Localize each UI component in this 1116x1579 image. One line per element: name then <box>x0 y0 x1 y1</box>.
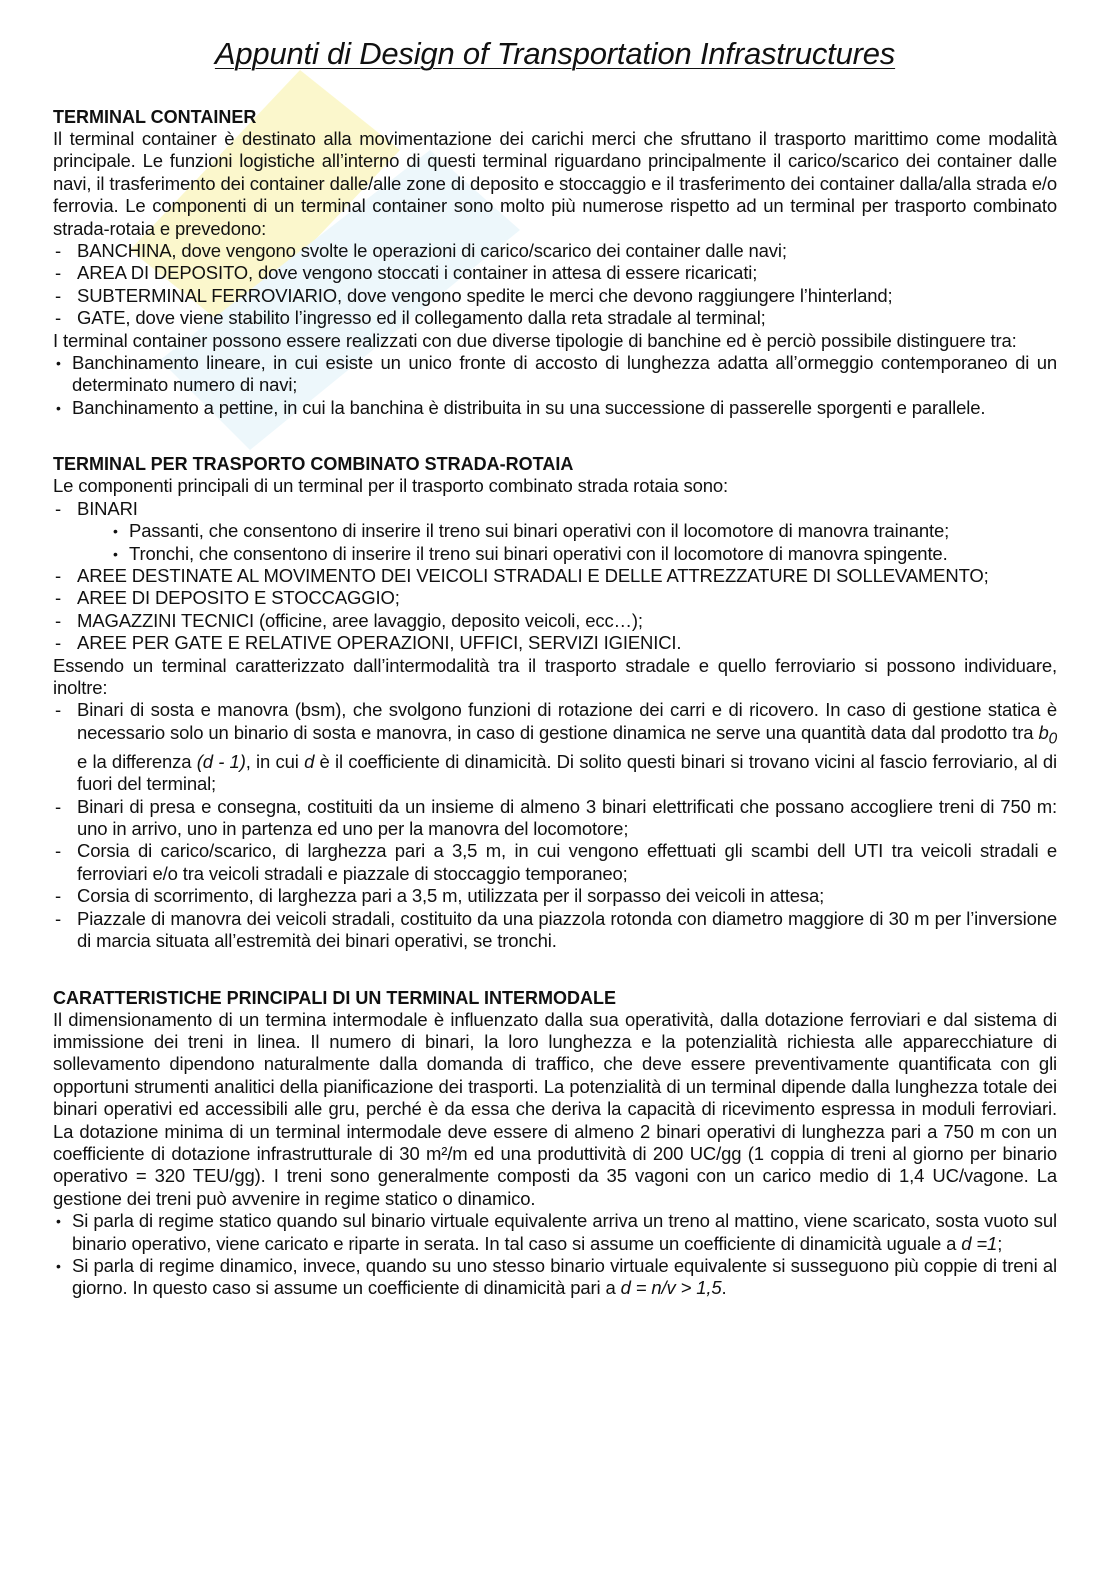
text-span: Binari di sosta e manovra (bsm), che svolgono funzioni di rotazione dei carri e di ricovero. In caso di gestione statica è necessario solo un binario di sosta e manovra, in caso di gestione dinamica ne serve una quantità data dal prodotto tra <box>77 699 1057 743</box>
extras-list <box>53 699 1057 952</box>
list-item-regime-dinamico <box>53 1255 1057 1300</box>
text-span: . <box>721 1277 727 1299</box>
page-title: Appunti di Design of Transportation Infrastructures <box>214 36 896 71</box>
list-item: - AREE DESTINATE AL MOVIMENTO DEI VEICOLI STRADALI E DELLE ATTREZZATURE DI SOLLEVAMENTO; <box>53 565 1057 587</box>
list-item: • Passanti, che consentono di inserire il treno sui binari operativi con il locomotore di manovra trainante; <box>105 520 1057 542</box>
text-span: e la differenza <box>77 750 197 772</box>
regime-list <box>53 1210 1057 1300</box>
list-item-regime-statico <box>53 1210 1057 1255</box>
b0-symbol: b <box>1038 721 1049 743</box>
list-item-binari <box>53 498 1057 565</box>
section-terminal-strada-rotaia <box>53 453 1057 952</box>
list-item: - AREE PER GATE E RELATIVE OPERAZIONI, UFFICI, SERVIZI IGIENICI. <box>53 632 1057 654</box>
section-heading: TERMINAL CONTAINER <box>53 107 257 127</box>
list-item: - AREE DI DEPOSITO E STOCCAGGIO; <box>53 587 1057 609</box>
text-span: , in cui <box>245 750 305 772</box>
paragraph: Le componenti principali di un terminal per il trasporto combinato strada rotaia sono: <box>53 475 729 497</box>
section-heading: TERMINAL PER TRASPORTO COMBINATO STRADA-ROTAIA <box>53 454 574 475</box>
components-list <box>53 498 1057 655</box>
d-symbol: d <box>304 750 315 772</box>
section-terminal-intermodale <box>53 987 1057 1300</box>
list-item: - BANCHINA, dove vengono svolte le operazioni di carico/scarico dei container dalle navi; <box>53 240 1057 262</box>
text-span: è il coefficiente di dinamicità. Di solito questi binari si trovano vicini al fascio ferroviario, al di fuori del terminal; <box>77 750 1058 795</box>
text-span: Si parla di regime statico quando sul binario virtuale equivalente arriva un treno al mattino, viene scaricato, sosta vuoto sul binario operativo, viene caricato e riparte in serata. In tal caso si assume un coefficiente di dinamicità uguale a <box>72 1210 1057 1254</box>
text-span: ; <box>997 1232 1003 1254</box>
section-terminal-container <box>53 106 1057 419</box>
list-item: - Piazzale di manovra dei veicoli stradali, costituito da una piazzola rotonda con diametro maggiore di 30 m per l’inversione di marcia situata all’estremità dei binari operativi, se tronchi. <box>53 908 1057 953</box>
paragraph: Il terminal container è destinato alla movimentazione dei carichi merci che sfruttano il trasporto marittimo come modalità principale. Le funzioni logistiche all’interno di questi terminal riguardano principalmente il carico/scarico dei container dalle navi, il trasferimento dei container dalle/alle zone di deposito e stoccaggio e il trasferimento dei container dalla/alla strada e/o ferrovia. Le componenti di un terminal container sono molto più numerose rispetto ad un terminal per trasporto combinato strada-rotaia e prevedono: <box>53 128 1057 239</box>
document-content <box>53 36 1057 1300</box>
paragraph: Il dimensionamento di un termina intermodale è influenzato dalla sua operatività, dalla dotazione ferroviari e dal sistema di immissione dei treni in linea. Il numero di binari, la loro lunghezza e la potenzialità richiesta alle apparecchiature di sollevamento dipendono naturalmente dalla domanda di traffico, che deve essere preventivamente quantificata con gli opportuni strumenti analitici della pianificazione dei trasporti. La potenzialità di un terminal dipende dalla lunghezza totale dei binari operativi ed accessibili alle gru, perché è da essa che deriva la capacità di ricevimento espressa in moduli ferroviari. La dotazione minima di un terminal intermodale deve essere di almeno 2 binari operativi di lunghezza pari a 750 m con un coefficiente di dotazione infrastrutturale di 30 m²/m ed una produttività di 200 UC/gg (1 coppia di treni al giorno per binario operativo = 320 TEU/gg). I treni sono generalmente composti da 35 vagoni con un carico medio di 1,4 UC/vagone. La gestione dei treni può avvenire in regime statico o dinamico. <box>53 1008 1057 1209</box>
formula: d =1 <box>961 1232 998 1254</box>
quay-types-list <box>53 352 1057 419</box>
list-item: - Binari di presa e consegna, costituiti da un insieme di almeno 3 binari elettrificati che possano accogliere treni di 750 m: uno in arrivo, uno in partenza ed uno per la manovra del locomotore; <box>53 796 1057 841</box>
list-item: • Tronchi, che consentono di inserire il treno sui binari operativi con il locomotore di manovra spingente. <box>105 543 1057 565</box>
formula: d = n/v > 1,5 <box>620 1277 722 1299</box>
list-item: - SUBTERMINAL FERROVIARIO, dove vengono spedite le merci che devono raggiungere l’hinterland; <box>53 285 1057 307</box>
paragraph: I terminal container possono essere realizzati con due diverse tipologie di banchine ed è perciò possibile distinguere tra: <box>53 329 1017 351</box>
list-item: • Banchinamento a pettine, in cui la banchina è distribuita in su una successione di passerelle sporgenti e parallele. <box>53 397 1057 419</box>
list-item: - GATE, dove viene stabilito l’ingresso ed il collegamento dalla reta stradale al terminal; <box>53 307 1057 329</box>
list-item: - AREA DI DEPOSITO, dove vengono stoccati i container in attesa di essere ricaricati; <box>53 262 1057 284</box>
section-heading: CARATTERISTICHE PRINCIPALI DI UN TERMINAL INTERMODALE <box>53 987 616 1008</box>
list-item: - MAGAZZINI TECNICI (officine, aree lavaggio, deposito veicoli, ecc…); <box>53 610 1057 632</box>
b0-subscript: 0 <box>1048 730 1057 748</box>
binari-sublist <box>77 520 1057 565</box>
list-item: • Banchinamento lineare, in cui esiste un unico fronte di accosto di lunghezza adatta all’ormeggio contemporaneo di un determinato numero di navi; <box>53 352 1057 397</box>
paragraph: Essendo un terminal caratterizzato dall’intermodalità tra il trasporto stradale e quello ferroviario si possono individuare, inoltre: <box>53 654 1057 698</box>
formula: (d - 1) <box>196 750 246 772</box>
text-span: Si parla di regime dinamico, invece, quando su uno stesso binario virtuale equivalente si susseguono più coppie di treni al giorno. In questo caso si assume un coefficiente di dinamicità pari a <box>72 1254 1057 1299</box>
list-item: - Corsia di scorrimento, di larghezza pari a 3,5 m, utilizzata per il sorpasso dei veicoli in attesa; <box>53 885 1057 907</box>
binari-label: BINARI <box>77 497 138 519</box>
list-item: - Corsia di carico/scarico, di larghezza pari a 3,5 m, in cui vengono effettuati gli scambi dell UTI tra veicoli stradali e ferroviari e/o tra veicoli stradali e piazzale di stoccaggio temporaneo; <box>53 840 1057 885</box>
list-item-bsm <box>53 699 1057 795</box>
components-list <box>53 240 1057 330</box>
